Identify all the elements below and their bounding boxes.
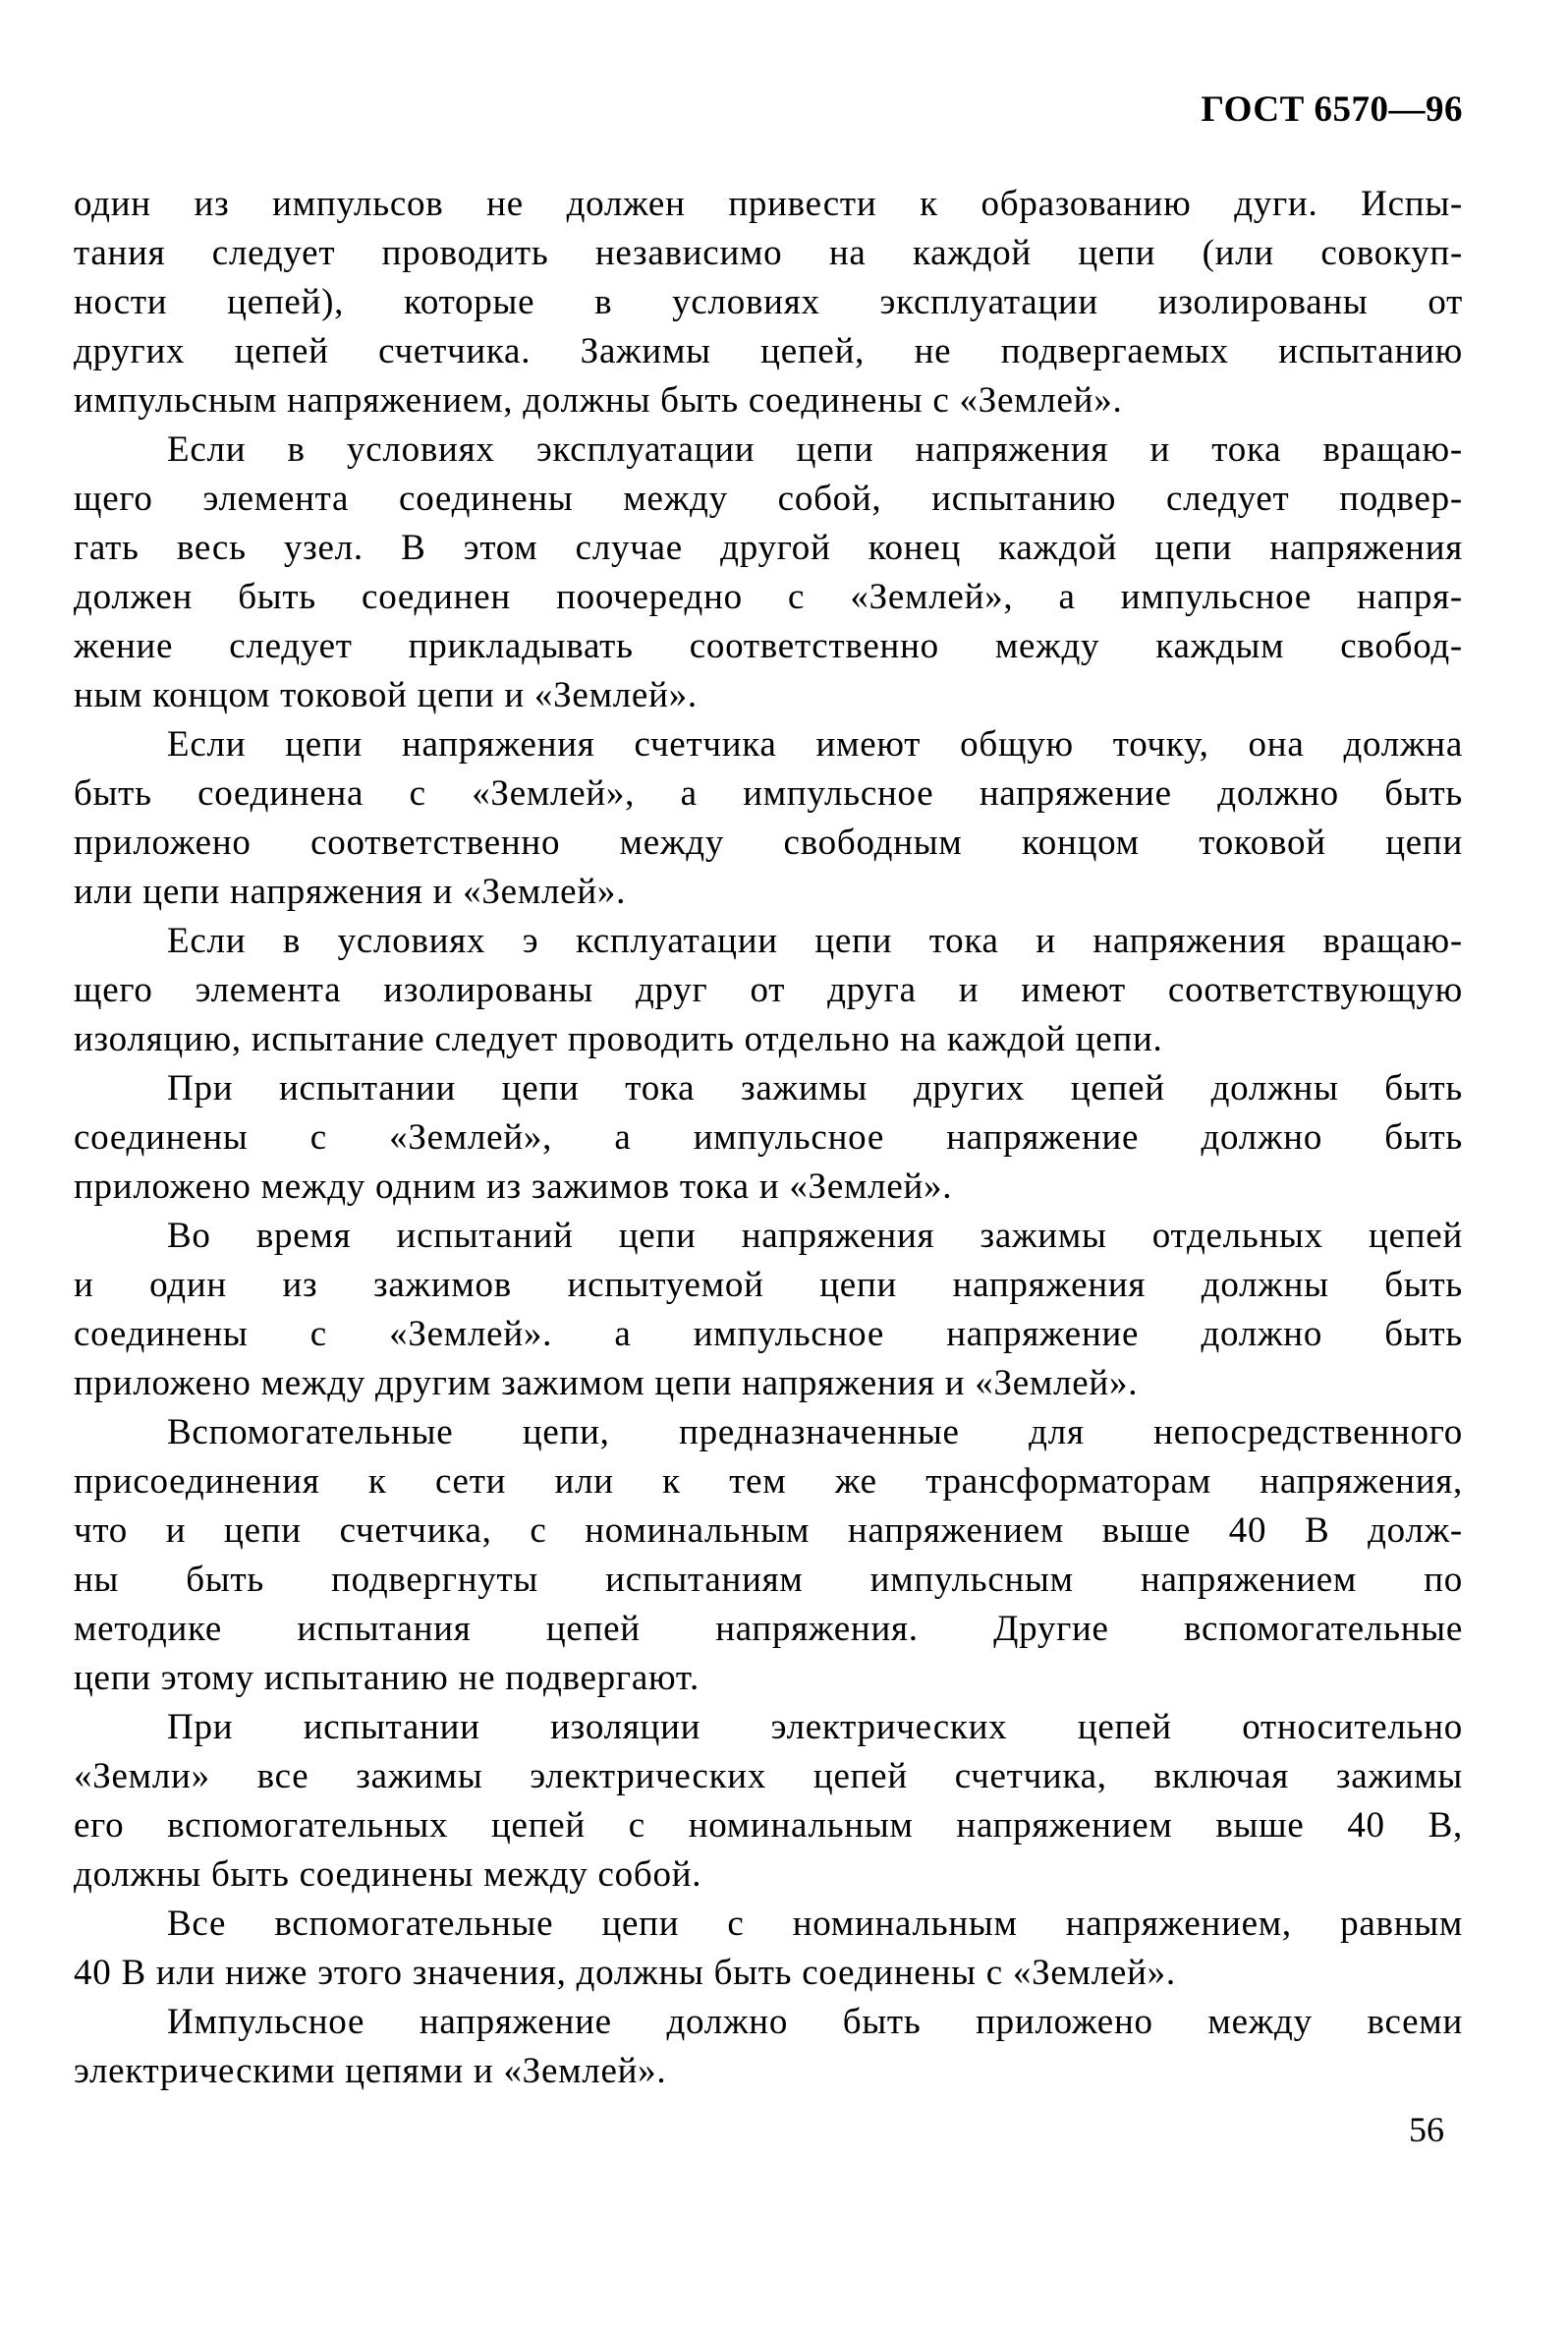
- text-line: Если цепи напряжения счетчика имеют общую точку, она должна: [167, 724, 1463, 765]
- text-line: жение следует прикладывать соответственно между каждым свобод-: [74, 626, 1463, 666]
- text-line: изоляцию, испытание следует проводить отдельно на каждой цепи.: [74, 1019, 1163, 1059]
- document-body: [74, 180, 1463, 2096]
- text-line: и один из зажимов испытуемой цепи напряжения должны быть: [74, 1265, 1463, 1305]
- text-line: других цепей счетчика. Зажимы цепей, не подвергаемых испытанию: [74, 331, 1463, 371]
- text-line: приложено соответственно между свободным концом токовой цепи: [74, 823, 1463, 863]
- text-line: Импульсное напряжение должно быть приложено между всеми: [167, 2002, 1463, 2042]
- text-line: Все вспомогательные цепи с номинальным напряжением, равным: [167, 1904, 1463, 1944]
- text-line: или цепи напряжения и «Землей».: [74, 872, 627, 912]
- text-line: соединены с «Землей», а импульсное напряжение должно быть: [74, 1117, 1463, 1158]
- text-line: ности цепей), которые в условиях эксплуатации изолированы от: [74, 282, 1463, 322]
- document-header: ГОСТ 6570—96: [1201, 89, 1463, 130]
- page-number: 56: [1409, 2110, 1444, 2149]
- text-line: щего элемента изолированы друг от друга и имеют соответствующую: [74, 970, 1463, 1010]
- text-line: При испытании изоляции электрических цепей относительно: [167, 1707, 1463, 1747]
- text-line: присоединения к сети или к тем же трансформаторам напряжения,: [74, 1461, 1463, 1502]
- text-line: цепи этому испытанию не подвергают.: [74, 1658, 700, 1698]
- text-line: «Земли» все зажимы электрических цепей счетчика, включая зажимы: [74, 1756, 1463, 1796]
- text-line: Если в условиях э ксплуатации цепи тока и напряжения вращаю-: [167, 921, 1463, 961]
- text-line: гать весь узел. В этом случае другой конец каждой цепи напряжения: [74, 528, 1463, 568]
- text-line: Во время испытаний цепи напряжения зажимы отдельных цепей: [167, 1216, 1463, 1256]
- text-line: щего элемента соединены между собой, испытанию следует подвер-: [74, 479, 1463, 519]
- text-line: его вспомогательных цепей с номинальным напряжением выше 40 В,: [74, 1805, 1463, 1846]
- text-line: ны быть подвергнуты испытаниям импульсным напряжением по: [74, 1560, 1463, 1600]
- text-line: приложено между другим зажимом цепи напряжения и «Землей».: [74, 1363, 1139, 1403]
- text-line: один из импульсов не должен привести к образованию дуги. Испы-: [74, 184, 1463, 224]
- text-line: что и цепи счетчика, с номинальным напряжением выше 40 В долж-: [74, 1510, 1463, 1551]
- text-line: ным концом токовой цепи и «Землей».: [74, 675, 698, 715]
- text-line: Если в условиях эксплуатации цепи напряжения и тока вращаю-: [167, 429, 1463, 470]
- text-line: тания следует проводить независимо на каждой цепи (или совокуп-: [74, 233, 1463, 273]
- text-line: импульсным напряжением, должны быть соединены с «Землей».: [74, 380, 1123, 421]
- text-line: должны быть соединены между собой.: [74, 1854, 702, 1895]
- text-line: соединены с «Землей». а импульсное напряжение должно быть: [74, 1314, 1463, 1354]
- text-line: 40 В или ниже этого значения, должны быть соединены с «Землей».: [74, 1953, 1176, 1993]
- text-line: При испытании цепи тока зажимы других цепей должны быть: [167, 1068, 1463, 1109]
- text-line: должен быть соединен поочередно с «Землей», а импульсное напря-: [74, 577, 1463, 617]
- text-line: быть соединена с «Землей», а импульсное напряжение должно быть: [74, 773, 1463, 814]
- text-line: Вспомогательные цепи, предназначенные для непосредственного: [167, 1412, 1463, 1452]
- text-line: методике испытания цепей напряжения. Другие вспомогательные: [74, 1609, 1463, 1649]
- text-line: приложено между одним из зажимов тока и «Землей».: [74, 1166, 953, 1207]
- text-line: электрическими цепями и «Землей».: [74, 2051, 667, 2091]
